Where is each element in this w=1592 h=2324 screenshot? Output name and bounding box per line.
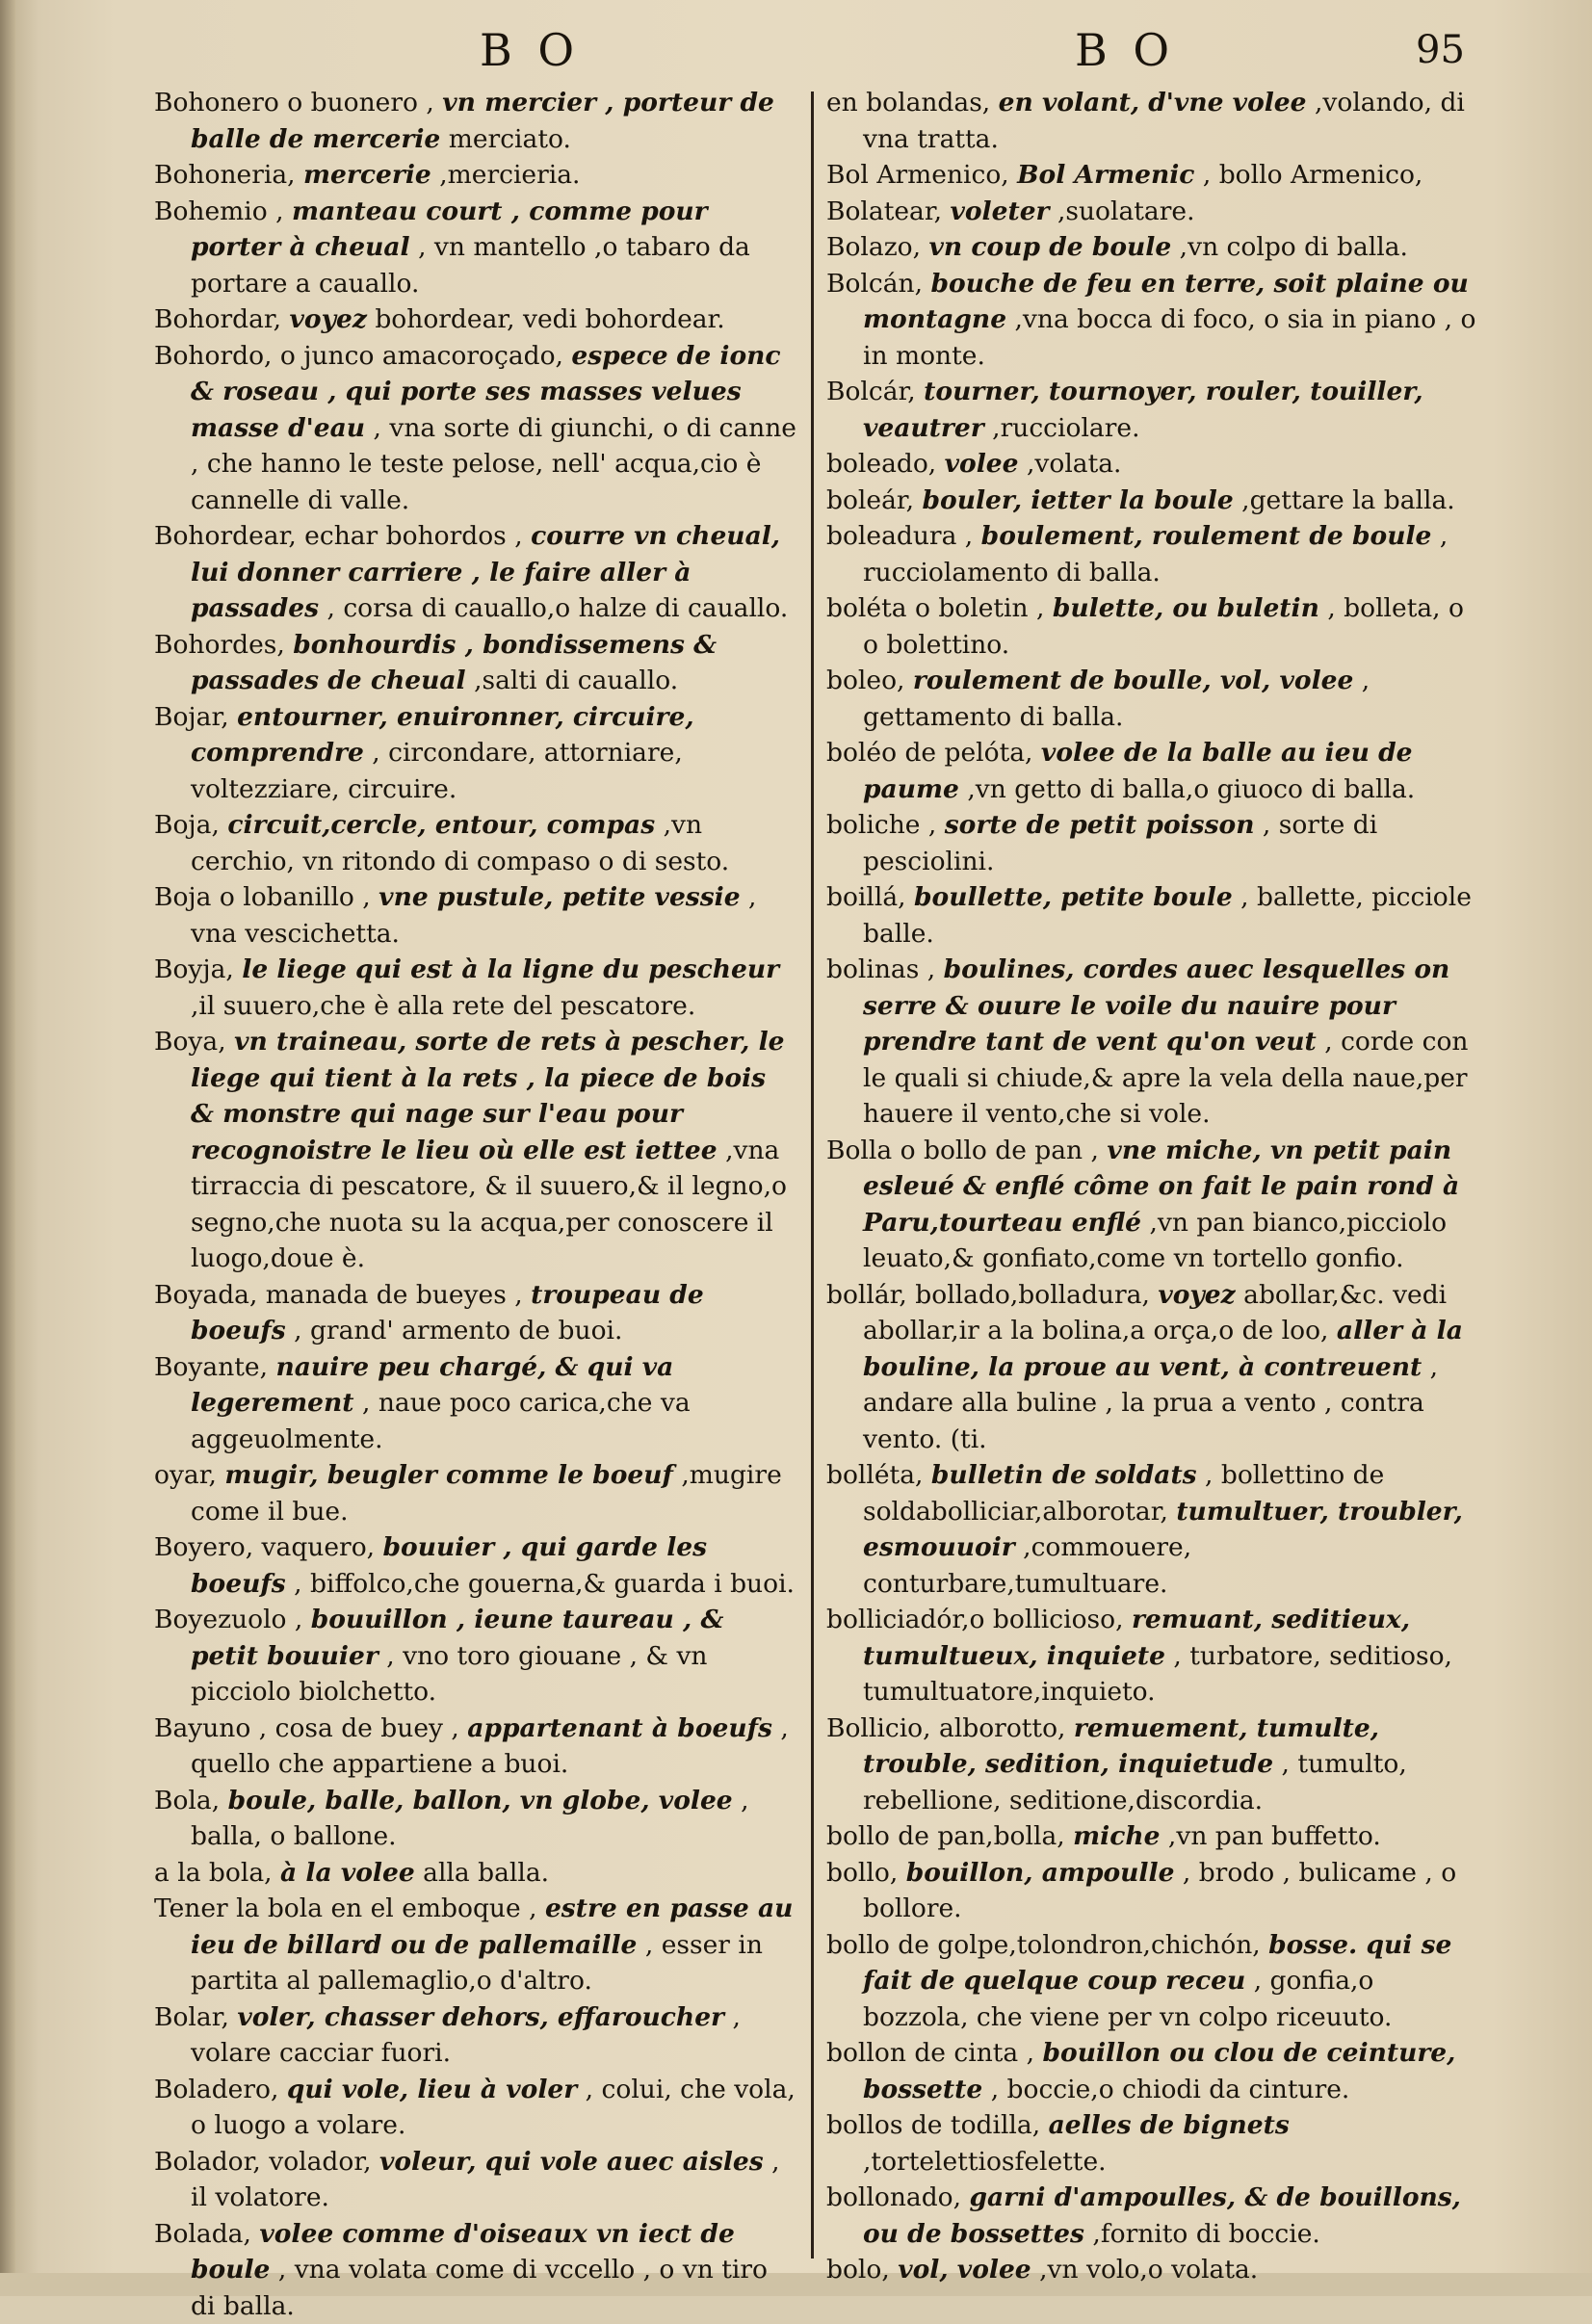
dictionary-entry (154, 301, 797, 338)
entry-headword: bolléta, (826, 1460, 923, 1490)
entry-french: qui vole, lieu à voler (287, 2075, 577, 2104)
dictionary-entry (826, 1602, 1481, 1710)
dictionary-entry (826, 194, 1481, 230)
entry-headword: Bolla o bollo de pan , (826, 1136, 1099, 1165)
entry-italian: , vna vescichetta. (191, 882, 756, 949)
dictionary-entry (154, 807, 797, 879)
entry-italian: ,commouere, conturbare,tumultuare. (863, 1532, 1191, 1599)
entry-french: aelles de bignets (1049, 2110, 1290, 2140)
entry-italian: , bollettino de soldabolliciar,alborotar, (863, 1460, 1384, 1527)
dictionary-entry (826, 807, 1481, 879)
page-binding-edge (0, 0, 15, 2296)
entry-headword: boleado, (826, 449, 936, 479)
entry-italian: , colui, che vola, o luogo a volare. (191, 2075, 796, 2141)
entry-french: aller à la bouline, la proue au vent, à contreuent (863, 1316, 1463, 1382)
dictionary-entry (826, 1710, 1481, 1819)
dictionary-entry (154, 338, 797, 519)
entry-french: volee de la balle au ieu de paume (863, 738, 1412, 804)
entry-italian: , rucciolamento di balla. (863, 521, 1448, 588)
dictionary-entry (826, 2252, 1481, 2288)
entry-italian: , esser in partita al pallemaglio,o d'altro. (191, 1930, 763, 1997)
entry-italian: ,vn colpo di balla. (1180, 232, 1408, 262)
entry-french: boulement, roulement de boule (981, 521, 1432, 551)
entry-french: vne pustule, petite vessie (378, 882, 740, 912)
entry-headword: bolo, (826, 2255, 890, 2285)
entry-italian: ,vn pan buffetto. (1168, 1821, 1381, 1851)
entry-french: manteau court , comme pour porter à cheual (191, 196, 708, 263)
entry-italian: , quello che appartiene a buoi. (191, 1713, 789, 1780)
entry-headword: boleár, (826, 485, 914, 515)
entry-headword: bollo de pan,bolla, (826, 1821, 1065, 1851)
entry-headword: Bolador, volador, (154, 2147, 372, 2177)
entry-italian: , tumulto, rebellione, seditione,discordia. (863, 1749, 1407, 1815)
entry-french: à la volee (280, 1858, 415, 1888)
dictionary-entry (826, 374, 1481, 446)
entry-italian: , il volatore. (191, 2147, 780, 2213)
entry-french: bulletin de soldats (931, 1460, 1197, 1490)
entry-headword: Bohordar, (154, 304, 281, 334)
entry-headword: Bohoneria, (154, 160, 296, 190)
entry-headword: Bolazo, (826, 232, 921, 262)
dictionary-entry (154, 1602, 797, 1710)
page-number: 95 (1416, 21, 1465, 79)
entry-italian: , vn mantello ,o tabaro da portare a cauallo. (191, 232, 750, 299)
entry-headword: Bola, (154, 1786, 220, 1815)
entry-headword: Bojar, (154, 702, 229, 732)
entry-french: bouillon, ampoulle (906, 1858, 1175, 1888)
entry-french: remuement, tumulte, trouble, sedition, inquietude (863, 1713, 1379, 1780)
entry-headword: a la bola, (154, 1858, 273, 1888)
dictionary-entry (154, 699, 797, 808)
entry-french: bouuier , qui garde les boeufs (191, 1532, 707, 1599)
entry-italian: ,vn pan bianco,picciolo leuato,& gonfiato,come vn tortello gonfio. (863, 1208, 1447, 1274)
dictionary-entry (154, 1457, 797, 1529)
entry-headword: en bolandas, (826, 88, 990, 118)
dictionary-entry (826, 1927, 1481, 2036)
entry-french: garni d'ampoulles, & de bouillons, ou de bossettes (863, 2182, 1461, 2249)
entry-headword: Bolada, (154, 2219, 251, 2249)
entry-french: vn traineau, sorte de rets à pescher, le liege qui tient à la rets , la piece de bois & monstre qui nage sur l'eau pour recognoistre le lieu où elle est iettee (191, 1027, 785, 1165)
entry-italian: , boccie,o chiodi da cinture. (991, 2075, 1350, 2104)
entry-french: vn mercier , porteur de balle de mercerie (191, 88, 774, 154)
running-header (0, 21, 1592, 79)
right-column (826, 85, 1481, 2288)
entry-french: tourner, tournoyer, rouler, touiller, veautrer (863, 377, 1423, 443)
entry-french: vne miche, vn petit pain esleué & enflé côme on fait le pain rond à Paru,tourteau enflé (863, 1136, 1459, 1238)
entry-french: en volant, d'vne volee (999, 88, 1307, 118)
entry-headword: Bollicio, alborotto, (826, 1713, 1065, 1743)
entry-french: vn coup de boule (928, 232, 1171, 262)
dictionary-entry (826, 1277, 1481, 1458)
entry-italian: , circondare, attorniare, voltezziare, circuire. (191, 738, 683, 804)
entry-french: boullette, petite boule (914, 882, 1233, 912)
entry-headword: boillá, (826, 882, 906, 912)
entry-italian: ,volando, di vna tratta. (863, 88, 1465, 154)
dictionary-entry (154, 1710, 797, 1783)
entry-headword: Bolcán, (826, 269, 923, 299)
dictionary-entry (154, 1529, 797, 1602)
entry-italian: ,vna bocca di foco, o sia in piano , o in monte. (863, 304, 1475, 371)
entry-headword: bollonado, (826, 2182, 961, 2212)
entry-italian: ,volata. (1027, 449, 1122, 479)
entry-headword: Bolar, (154, 2002, 229, 2032)
entry-italian: , corde con le quali si chiude,& apre la vela della naue,per hauere il vento,che si vole. (863, 1027, 1468, 1129)
dictionary-entry (154, 2216, 797, 2324)
entry-french: boule, balle, ballon, vn globe, volee (228, 1786, 733, 1815)
entry-italian: , ballette, picciole balle. (863, 882, 1472, 949)
entry-headword: Boja, (154, 810, 220, 840)
entry-italian: , naue poco carica,che va aggeuolmente. (191, 1388, 691, 1454)
entry-headword: Boyja, (154, 954, 234, 984)
dictionary-entry (154, 1024, 797, 1277)
left-column (154, 85, 797, 2324)
dictionary-entry (154, 627, 797, 699)
entry-headword: boléta o boletin , (826, 593, 1044, 623)
entry-italian: ,rucciolare. (992, 413, 1139, 443)
entry-french: bouche de feu en terre, soit plaine ou montagne (863, 269, 1469, 335)
entry-french: bosse. qui se fait de quelque coup receu (863, 1930, 1451, 1997)
dictionary-entry (826, 518, 1481, 590)
dictionary-entry (826, 157, 1481, 194)
dictionary-entry (154, 1783, 797, 1855)
entry-italian: ,vn cerchio, vn ritondo di compaso o di sesto. (191, 810, 729, 876)
entry-italian: alla balla. (423, 1858, 549, 1888)
dictionary-entry (826, 1818, 1481, 1855)
dictionary-entry (826, 1457, 1481, 1602)
entry-italian: , bolleta, o o bolettino. (863, 593, 1464, 660)
entry-headword: Boyada, manada de bueyes , (154, 1280, 523, 1310)
entry-italian: , turbatore, seditioso, tumultuatore,inquieto. (863, 1641, 1452, 1708)
entry-french: voler, chasser dehors, effaroucher (237, 2002, 724, 2032)
entry-italian: ,il suuero,che è alla rete del pescatore. (191, 991, 695, 1021)
entry-italian: ,gettare la balla. (1241, 485, 1455, 515)
entry-french: vol, volee (898, 2255, 1031, 2285)
entry-french: remuant, seditieux, tumultueux, inquiete (863, 1605, 1410, 1671)
dictionary-entry (154, 1277, 797, 1349)
dictionary-entry (154, 1891, 797, 1999)
entry-french: Bol Armenic (1017, 160, 1194, 190)
entry-headword: Boya, (154, 1027, 226, 1057)
dictionary-entry (826, 1133, 1481, 1277)
entry-headword: Boyero, vaquero, (154, 1532, 375, 1562)
entry-french: tumultuer, troubler, esmouuoir (863, 1497, 1463, 1563)
entry-headword: Bohordear, echar bohordos , (154, 521, 523, 551)
dictionary-entry (154, 1855, 797, 1892)
dictionary-entry (826, 952, 1481, 1133)
entry-italian: merciato. (449, 124, 571, 154)
entry-headword: boléo de pelóta, (826, 738, 1032, 768)
dictionary-entry (826, 446, 1481, 483)
entry-french: mugir, beugler comme le boeuf (224, 1460, 673, 1490)
entry-french: courre vn cheual, lui donner carriere , le faire aller à passades (191, 521, 780, 623)
dictionary-entry (154, 1999, 797, 2072)
entry-italian: ,fornito di boccie. (1092, 2219, 1319, 2249)
entry-headword: Boyezuolo , (154, 1605, 302, 1634)
entry-headword: Bohordes, (154, 630, 285, 660)
dictionary-entry (826, 229, 1481, 266)
entry-headword: Bohonero o buonero , (154, 88, 434, 118)
entry-headword: Bolcár, (826, 377, 916, 406)
dictionary-entry (154, 157, 797, 194)
entry-headword: bollos de todilla, (826, 2110, 1040, 2140)
entry-headword: bollon de cinta , (826, 2038, 1034, 2068)
entry-french: bouillon ou clou de ceinture, bossette (863, 2038, 1455, 2104)
dictionary-entry (826, 663, 1481, 735)
entry-french: le liege qui est à la ligne du pescheur (242, 954, 779, 984)
entry-french: bouler, ietter la boule (923, 485, 1234, 515)
entry-headword: bollo, (826, 1858, 898, 1888)
dictionary-entry (154, 2072, 797, 2144)
entry-italian: , biffolco,che gouerna,& guarda i buoi. (294, 1569, 795, 1599)
entry-italian: , vno toro giouane , & vn picciolo biolchetto. (191, 1641, 707, 1708)
entry-italian: , vna sorte di giunchi, o di canne , che hanno le teste pelose, nell' acqua,cio è cannelle di valle. (191, 413, 796, 515)
entry-headword: Bohordo, o junco amacoroçado, (154, 341, 563, 371)
dictionary-entry (826, 2107, 1481, 2180)
dictionary-entry (154, 2144, 797, 2216)
entry-french: appartenant à boeufs (467, 1713, 772, 1743)
dictionary-entry (154, 85, 797, 157)
entry-italian: abollar,&c. vedi abollar,ir a la bolina,a orça,o de loo, (863, 1280, 1447, 1346)
entry-headword: bolinas , (826, 954, 935, 984)
entry-french: volee (945, 449, 1019, 479)
entry-italian: ,vn volo,o volata. (1039, 2255, 1258, 2285)
entry-french: miche (1073, 1821, 1160, 1851)
entry-italian: bohordear, vedi bohordear. (375, 304, 724, 334)
dictionary-entry (826, 483, 1481, 519)
entry-headword: boleadura , (826, 521, 973, 551)
entry-headword: oyar, (154, 1460, 217, 1490)
entry-headword: Boladero, (154, 2075, 278, 2104)
entry-italian: , brodo , bulicame , o bollore. (863, 1858, 1456, 1924)
dictionary-entry (826, 2180, 1481, 2252)
entry-italian: , gonfia,o bozzola, che viene per vn colpo riceuuto. (863, 1966, 1392, 2032)
entry-french: mercerie (303, 160, 431, 190)
entry-headword: Bol Armenico, (826, 160, 1009, 190)
entry-french: bonhourdis , bondissemens & passades de cheual (191, 630, 717, 696)
entry-french: voyez (1158, 1280, 1235, 1310)
entry-french: espece de ionc & roseau , qui porte ses masses velues masse d'eau (191, 341, 781, 443)
entry-french: bouuillon , ieune taureau , & petit bouuier (191, 1605, 723, 1671)
entry-headword: bolliciadór,o bollicioso, (826, 1605, 1124, 1634)
column-rule (811, 91, 814, 2259)
entry-french: volee comme d'oiseaux vn iect de boule (191, 2219, 735, 2285)
entry-italian: ,vna tirraccia di pescatore, & il suuero,& il legno,o segno,che nuota su la acqua,per conoscere il luogo,doue è. (191, 1136, 787, 1274)
dictionary-entry (154, 194, 797, 302)
entry-french: boulines, cordes auec lesquelles on serre & ouure le voile du nauire pour prendre tant de vent qu'on veut (863, 954, 1449, 1057)
entry-headword: Bohemio , (154, 196, 284, 226)
entry-french: voleur, qui vole auec aisles (379, 2147, 764, 2177)
entry-french: roulement de boulle, vol, volee (913, 666, 1353, 695)
entry-french: sorte de petit poisson (945, 810, 1255, 840)
entry-headword: Boja o lobanillo , (154, 882, 371, 912)
dictionary-entry (826, 2035, 1481, 2107)
dictionary-entry (826, 1855, 1481, 1927)
entry-italian: , sorte di pesciolini. (863, 810, 1377, 876)
entry-headword: boleo, (826, 666, 904, 695)
entry-italian: , bollo Armenico, (1203, 160, 1422, 190)
entry-french: troupeau de boeufs (191, 1280, 704, 1346)
entry-italian: , volare cacciar fuori. (191, 2002, 741, 2069)
entry-french: circuit,cercle, entour, compas (227, 810, 655, 840)
entry-italian: ,salti di cauallo. (474, 666, 678, 695)
entry-french: estre en passe au ieu de billard ou de pallemaille (191, 1893, 793, 1960)
entry-italian: , andare alla buline , la prua a vento , contra vento. (ti. (863, 1352, 1438, 1454)
entry-headword: Bolatear, (826, 196, 942, 226)
entry-french: voyez (290, 304, 367, 334)
entry-italian: , corsa di cauallo,o halze di cauallo. (326, 593, 788, 623)
entry-italian: , vna volata come di vccello , o vn tiro di balla. (191, 2255, 768, 2321)
dictionary-entry (154, 952, 797, 1024)
dictionary-entry (826, 85, 1481, 157)
entry-french: entourner, enuironner, circuire, comprendre (191, 702, 694, 769)
entry-headword: Tener la bola en el emboque , (154, 1893, 537, 1923)
entry-italian: ,mercieria. (439, 160, 580, 190)
running-head-right: B O (1075, 21, 1175, 79)
entry-french: nauire peu chargé, & qui va legerement (191, 1352, 673, 1419)
entry-headword: boliche , (826, 810, 936, 840)
entry-headword: Bayuno , cosa de buey , (154, 1713, 459, 1743)
entry-headword: bollár, bollado,bolladura, (826, 1280, 1150, 1310)
entry-french: bulette, ou buletin (1053, 593, 1319, 623)
entry-italian: , grand' armento de buoi. (294, 1316, 622, 1345)
entry-italian: ,vn getto di balla,o giuoco di balla. (967, 774, 1415, 804)
entry-italian: , gettamento di balla. (863, 666, 1370, 732)
entry-italian: ,suolatare. (1057, 196, 1195, 226)
entry-italian: ,tortelettiosfelette. (863, 2147, 1107, 2177)
entry-french: voleter (950, 196, 1049, 226)
entry-headword: Boyante, (154, 1352, 268, 1382)
dictionary-entry (826, 879, 1481, 952)
dictionary-entry (826, 266, 1481, 375)
entry-italian: ,mugire come il bue. (191, 1460, 782, 1527)
dictionary-entry (154, 518, 797, 627)
entry-italian: , balla, o ballone. (191, 1786, 749, 1852)
entry-headword: bollo de golpe,tolondron,chichón, (826, 1930, 1261, 1960)
dictionary-entry (154, 1349, 797, 1458)
dictionary-entry (154, 879, 797, 952)
running-head-left: B O (480, 21, 580, 79)
dictionary-entry (826, 735, 1481, 807)
dictionary-entry (826, 590, 1481, 663)
